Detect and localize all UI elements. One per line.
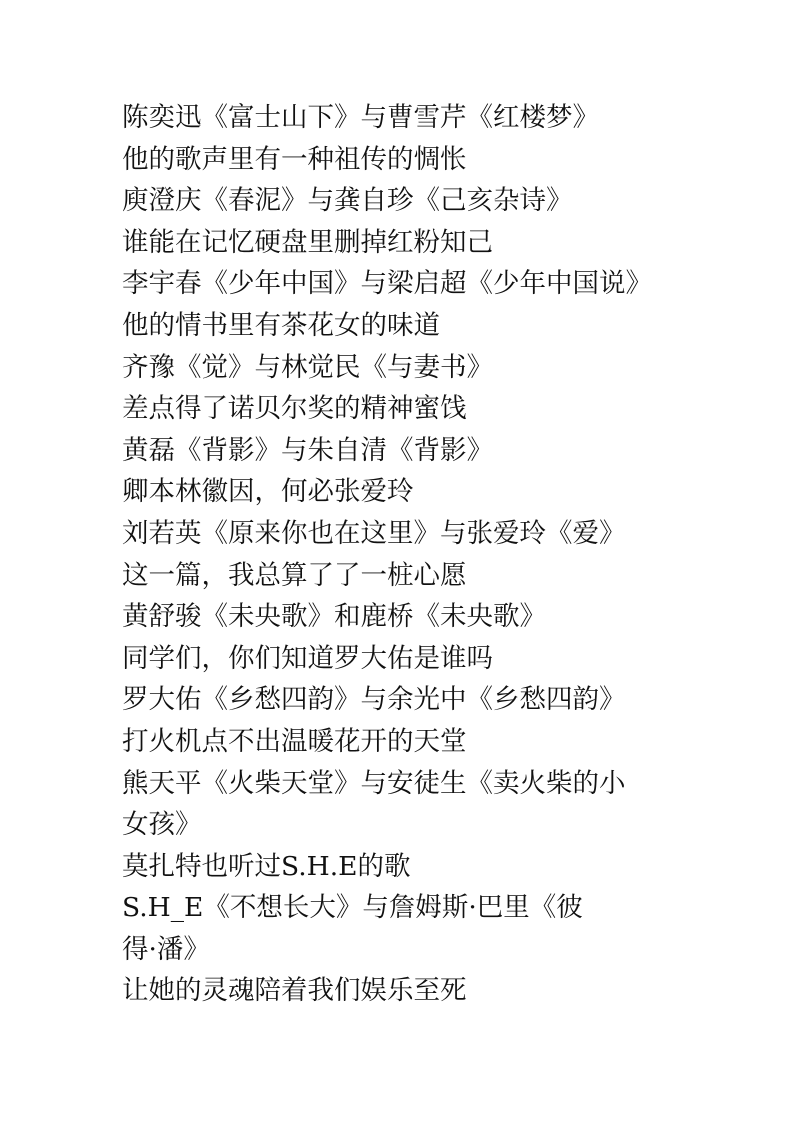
text-line: 得·潘》 <box>122 933 210 965</box>
text-line: 齐豫《觉》与林觉民《与妻书》 <box>122 351 493 383</box>
text-line: 他的歌声里有一种祖传的惆怅 <box>122 143 467 175</box>
text-line: 黄磊《背影》与朱自清《背影》 <box>122 434 493 466</box>
text-line: 卿本林徽因，何必张爱玲 <box>122 476 414 508</box>
text-line: 罗大佑《乡愁四韵》与余光中《乡愁四韵》 <box>122 684 626 716</box>
text-line: 莫扎特也听过S.H.E的歌 <box>122 850 411 882</box>
text-line: 谁能在记忆硬盘里删掉红粉知己 <box>122 226 493 258</box>
text-line: 这一篇，我总算了了一桩心愿 <box>122 559 467 591</box>
text-line: 打火机点不出温暖花开的天堂 <box>122 725 467 757</box>
text-line: 李宇春《少年中国》与梁启超《少年中国说》 <box>122 268 652 300</box>
text-line: 熊天平《火柴天堂》与安徒生《卖火柴的小 <box>122 767 626 799</box>
text-line: 陈奕迅《富士山下》与曹雪芹《红楼梦》 <box>122 102 599 133</box>
text-line: S.H_E《不想长大》与詹姆斯·巴里《彼 <box>122 892 583 924</box>
text-line: 同学们，你们知道罗大佑是谁吗 <box>122 642 493 674</box>
text-line: 差点得了诺贝尔奖的精神蜜饯 <box>122 393 467 425</box>
text-line: 女孩》 <box>122 809 202 841</box>
text-line: 他的情书里有茶花女的味道 <box>122 309 440 341</box>
text-line: 让她的灵魂陪着我们娱乐至死 <box>122 975 467 1007</box>
document-body <box>122 97 682 1012</box>
text-line: 庾澄庆《春泥》与龚自珍《己亥杂诗》 <box>122 185 573 217</box>
text-line: 黄舒骏《未央歌》和鹿桥《未央歌》 <box>122 601 546 633</box>
text-line: 刘若英《原来你也在这里》与张爱玲《爱》 <box>122 517 626 549</box>
